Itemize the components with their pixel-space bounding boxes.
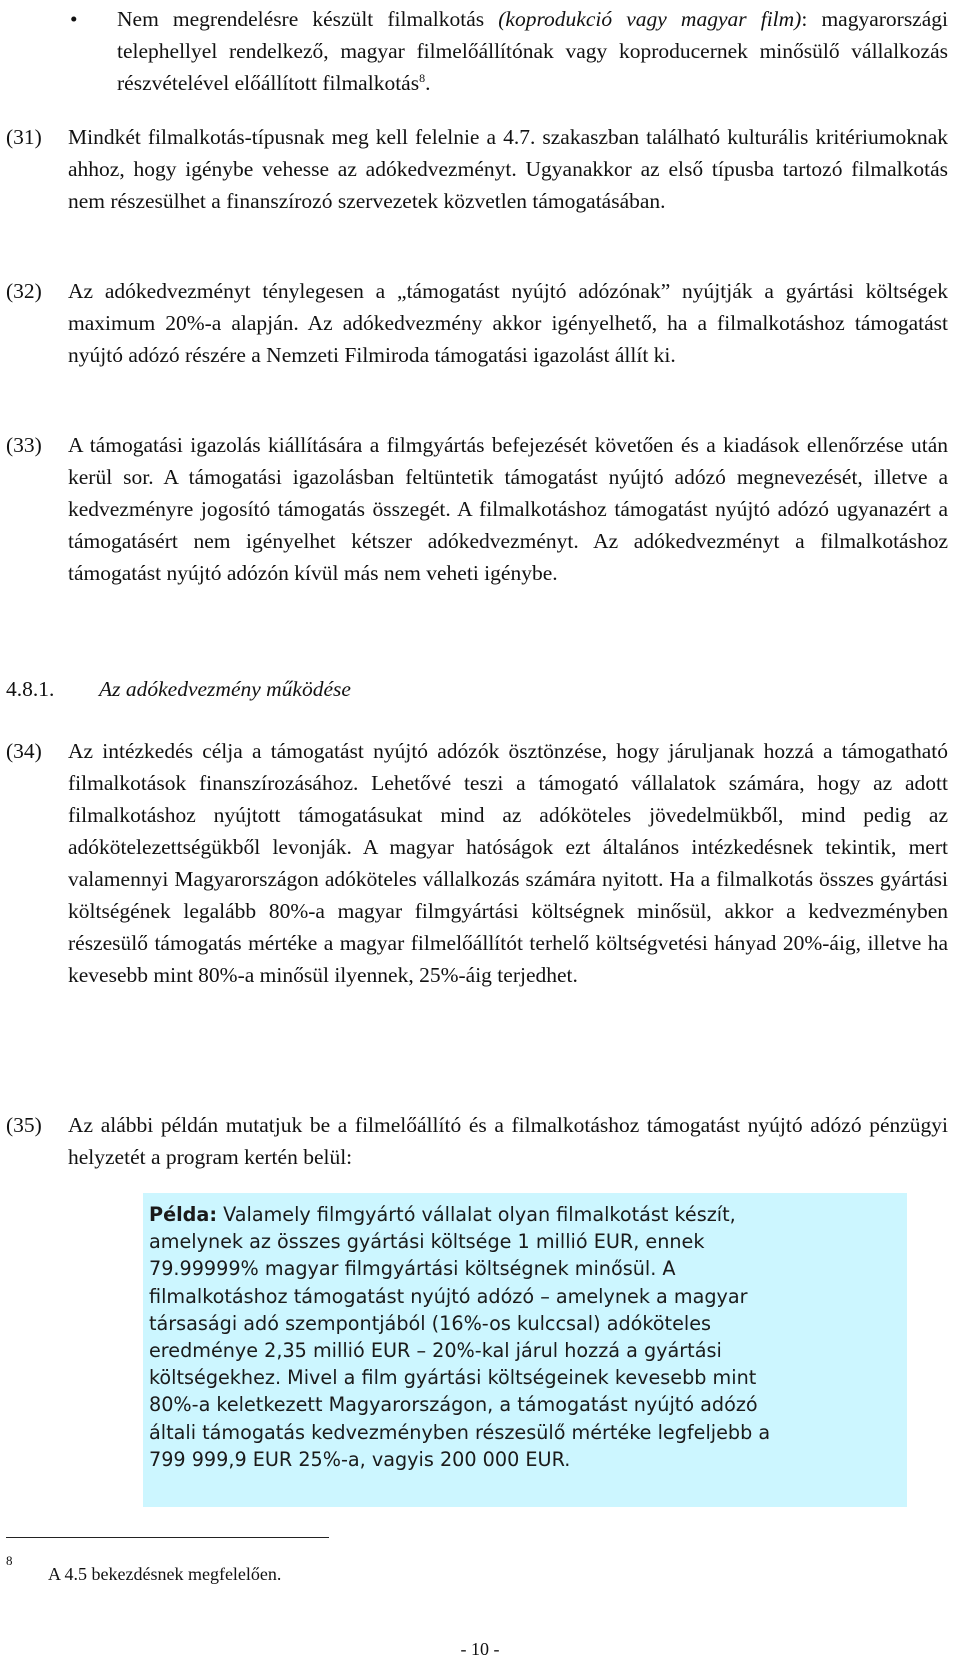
section-number: 4.8.1. bbox=[6, 677, 55, 701]
example-line: 80%-a keletkezett Magyarországon, a támogatást nyújtó adózó bbox=[149, 1393, 758, 1417]
section-title: Az adókedvezmény működése bbox=[99, 677, 351, 701]
example-line: amelynek az összes gyártási költsége 1 millió EUR, ennek bbox=[149, 1230, 705, 1254]
footnote-mark: 8 bbox=[6, 1553, 13, 1568]
bullet-marker: • bbox=[70, 7, 78, 31]
example-line: 79.99999% magyar filmgyártási költségnek minősül. A bbox=[149, 1257, 676, 1281]
bullet-text bbox=[117, 3, 948, 99]
paragraph-text: Az intézkedés célja a támogatást nyújtó adózók ösztönzése, hogy járuljanak hozzá a támogatható filmalkotások finanszírozásához. Lehetővé teszi a támogató vállalatok számára, hogy az adott filmalkotáshoz nyújtott támogatásukat mind az adóköteles jövedelmükből, mind pedig az adókötelezettségükből levonják. A magyar hatóságok ezt általános intézkedésnek tekintik, mert valamennyi Magyarországon adóköteles vállalkozás számára nyitott. Ha a filmalkotás összes gyártási költségének legalább 80%-a magyar filmgyártási költségnek minősül, akkor a kedvezményben részesülő támogatás mértéke a magyar filmelőállítót terhelő költségvetési hányad 20%-áig, illetve ha kevesebb mint 80%-a minősül ilyennek, 25%-áig terjedhet. bbox=[68, 739, 948, 987]
paragraph-text: Az adókedvezményt ténylegesen a „támogatást nyújtó adózónak” nyújtják a gyártási költségek maximum 20%-a alapján. Az adókedvezmény akkor igényelhető, ha a filmalkotáshoz támogatást nyújtó adózó részére a Nemzeti Filmiroda támogatási igazolást állít ki. bbox=[68, 279, 948, 367]
page-number: - 10 - bbox=[460, 1639, 500, 1659]
example-line: Valamely filmgyártó vállalat olyan filmalkotást készít, bbox=[217, 1203, 736, 1226]
example-label: Példa: bbox=[149, 1203, 218, 1226]
footnote-reference[interactable]: 8 bbox=[419, 70, 426, 85]
paragraph-number: (31) bbox=[6, 125, 42, 149]
bullet-rest: : magyarországi telephellyel rendelkező, magyar filmelőállítónak vagy koproducernek minősülő vállalkozás részvételével előállított filmalkotás bbox=[117, 7, 948, 95]
example-line: költségekhez. Mivel a film gyártási költségeinek kevesebb mint bbox=[149, 1366, 757, 1390]
example-line: eredménye 2,35 millió EUR – 20%-kal járul hozzá a gyártási bbox=[149, 1339, 722, 1363]
footnote-text: A 4.5 bekezdésnek megfelelően. bbox=[48, 1564, 282, 1584]
bullet-italic: (koprodukció vagy magyar film) bbox=[498, 7, 802, 31]
example-text bbox=[149, 1201, 907, 1473]
footnote-divider bbox=[6, 1537, 329, 1538]
paragraph-number: (35) bbox=[6, 1113, 42, 1137]
paragraph-text: Az alábbi példán mutatjuk be a filmelőállító és a filmalkotáshoz támogatást nyújtó adózó pénzügyi helyzetét a program kertén belül: bbox=[68, 1113, 948, 1169]
paragraph-number: (33) bbox=[6, 433, 42, 457]
paragraph-number: (32) bbox=[6, 279, 42, 303]
paragraph-text: Mindkét filmalkotás-típusnak meg kell felelnie a 4.7. szakaszban található kulturális kritériumoknak ahhoz, hogy igénybe vehesse az adókedvezményt. Ugyanakkor az első típusba tartozó filmalkotás nem részesülhet a finanszírozó szervezetek közvetlen támogatásában. bbox=[68, 125, 948, 213]
example-line: általi támogatás kedvezményben részesülő mértéke legfeljebb a bbox=[149, 1420, 771, 1444]
example-line: 799 999,9 EUR 25%-a, vagyis 200 000 EUR. bbox=[149, 1447, 571, 1471]
paragraph-text: A támogatási igazolás kiállítására a filmgyártás befejezését követően és a kiadások ellenőrzése után kerül sor. A támogatási igazolásban feltüntetik támogatást nyújtó adózó megnevezését, illetve a kedvezményre jogosító támogatás összegét. A filmalkotáshoz támogatást nyújtó adózó ugyanazért a támogatásért nem igényelhet kétszer adókedvezményt. Az adókedvezményt a filmalkotáshoz támogatást nyújtó adózón kívül más nem veheti igénybe. bbox=[68, 433, 948, 585]
example-box bbox=[143, 1193, 907, 1507]
paragraph-number: (34) bbox=[6, 739, 42, 763]
bullet-tail: . bbox=[425, 71, 431, 95]
example-line: társasági adó szempontjából (16%-os kulccsal) adóköteles bbox=[149, 1311, 712, 1335]
bullet-lead: Nem megrendelésre készült filmalkotás bbox=[117, 7, 499, 31]
example-line: filmalkotáshoz támogatást nyújtó adózó – amelynek a magyar bbox=[149, 1284, 748, 1308]
